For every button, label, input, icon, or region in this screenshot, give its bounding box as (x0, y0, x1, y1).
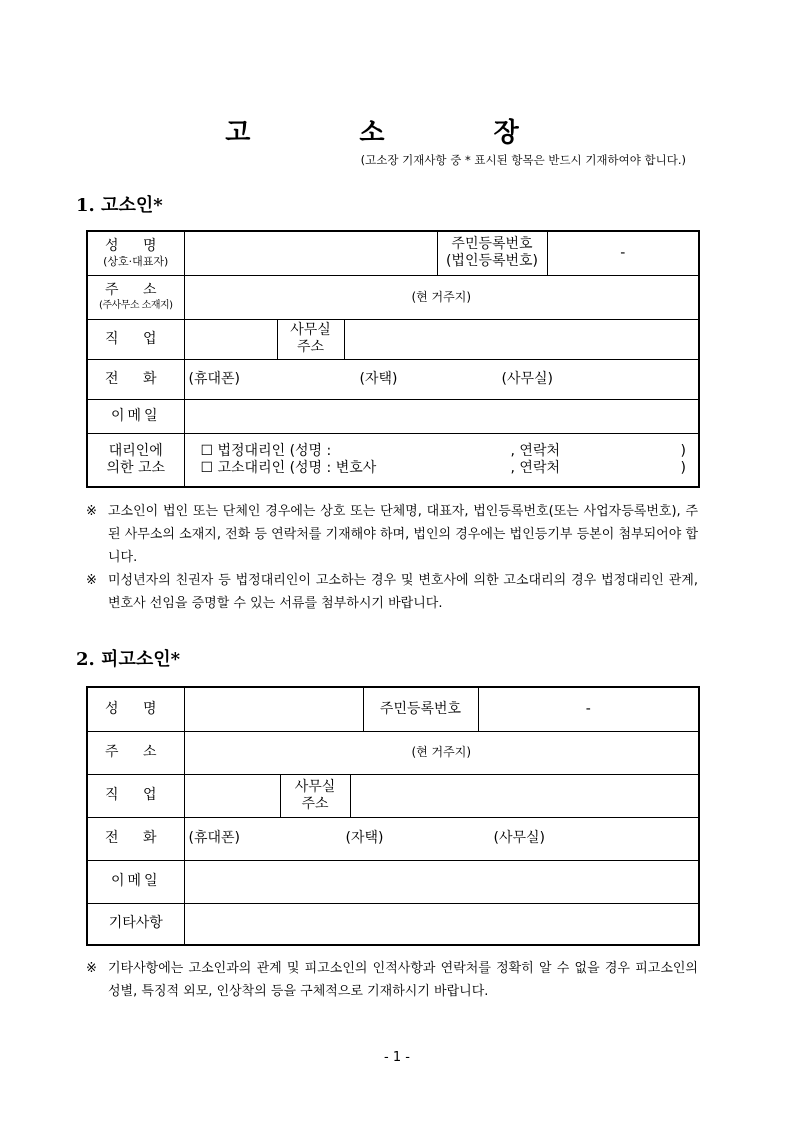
other-info-label: 기타사항 (87, 903, 184, 945)
accused-table (86, 686, 700, 946)
note-item: ※ 미성년자의 친권자 등 법정대리인이 고소하는 경우 및 변호사에 의한 고소대리의 경우 법정대리인 관계, 변호사 선임을 증명할 수 있는 서류를 첨부하시기 바랍니다. (86, 573, 698, 611)
rrn-label: 주민등록번호 (363, 687, 478, 731)
accused-office-address-field[interactable] (350, 774, 699, 817)
document-title: 고 소 장 (225, 118, 569, 148)
representative-field[interactable] (184, 433, 699, 487)
job-label: 직 업 (87, 319, 184, 359)
page-number: - 1 - (384, 1050, 410, 1065)
accused-phone-field[interactable]: (휴대폰) (자택) (사무실) (184, 817, 699, 860)
note-item: ※ 고소인이 법인 또는 단체인 경우에는 상호 또는 단체명, 대표자, 법인등록번호(또는 사업자등록번호), 주된 사무소의 소재지, 전화 등 연락처를 기재해야 하며, 법인의 경우에는 법인등기부 등본이 첨부되어야 합니다. (86, 504, 698, 565)
email-label: 이메일 (87, 860, 184, 903)
accused-job-field[interactable] (184, 774, 280, 817)
accused-other-info-field[interactable] (184, 903, 699, 945)
note-item: ※ 기타사항에는 고소인과의 관계 및 피고소인의 인적사항과 연락처를 정확히 알 수 없을 경우 피고소인의 성별, 특징적 외모, 인상착의 등을 구체적으로 기재하시기 바랍니다. (86, 961, 698, 999)
name-label-cell: 성 명 (상호·대표자) (87, 231, 184, 275)
accused-rrn-field[interactable]: - (478, 687, 699, 731)
email-label: 이메일 (87, 399, 184, 433)
complainant-table (86, 230, 700, 488)
phone-label: 전 화 (87, 359, 184, 399)
complainant-address-field[interactable]: (현 거주지) (184, 275, 699, 319)
complainant-email-field[interactable] (184, 399, 699, 433)
accused-email-field[interactable] (184, 860, 699, 903)
job-label: 직 업 (87, 774, 184, 817)
complainant-phone-field[interactable]: (휴대폰) (자택) (사무실) (184, 359, 699, 399)
phone-label: 전 화 (87, 817, 184, 860)
accused-notes (86, 957, 698, 1003)
section-heading-accused: 2. 피고소인* (76, 649, 181, 670)
complainant-rrn-field[interactable]: - (547, 231, 699, 275)
complainant-name-field[interactable] (184, 231, 437, 275)
address-label-cell: 주 소 (주사무소 소재지) (87, 275, 184, 319)
legal-representative-line[interactable]: ☐ 법정대리인 (성명 : , 연락처 ) (200, 442, 686, 459)
name-label: 성 명 (87, 687, 184, 731)
complainant-job-field[interactable] (184, 319, 277, 359)
attorney-representative-checkbox[interactable]: ☐ 고소대리인 (성명 : 변호사 (200, 459, 377, 476)
office-address-label: 사무실 주소 (277, 319, 344, 359)
section-heading-complainant: 1. 고소인* (76, 195, 163, 216)
rrn-label-cell: 주민등록번호 (법인등록번호) (437, 231, 547, 275)
accused-address-field[interactable]: (현 거주지) (184, 731, 699, 774)
complainant-notes (86, 500, 698, 615)
document-subtitle: (고소장 기재사항 중 * 표시된 항목은 반드시 기재하여야 합니다.) (360, 153, 686, 167)
office-address-label: 사무실 주소 (280, 774, 350, 817)
accused-name-field[interactable] (184, 687, 363, 731)
address-label: 주 소 (87, 731, 184, 774)
legal-representative-checkbox[interactable]: ☐ 법정대리인 (성명 : (200, 442, 332, 459)
complainant-office-address-field[interactable] (344, 319, 699, 359)
representative-label: 대리인에 의한 고소 (87, 433, 184, 487)
attorney-representative-line[interactable]: ☐ 고소대리인 (성명 : 변호사 , 연락처 ) (200, 459, 686, 476)
